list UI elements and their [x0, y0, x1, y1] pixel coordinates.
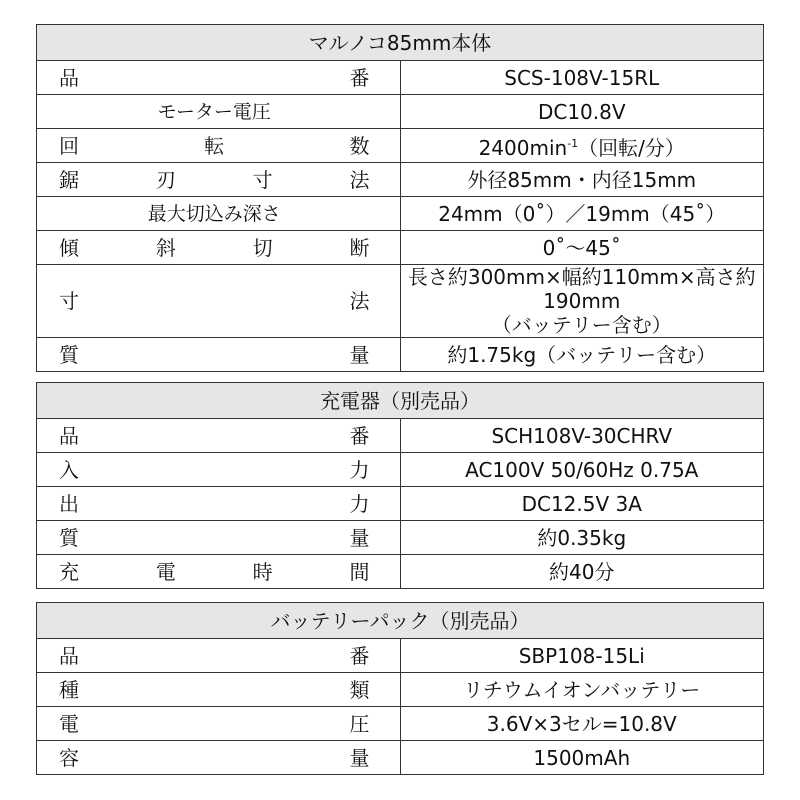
table-row [37, 521, 764, 555]
row-label: 品 番 [37, 61, 401, 95]
row-value: 0˚〜45˚ [400, 231, 764, 265]
row-label: 種 類 [37, 673, 401, 707]
table-row [37, 163, 764, 197]
row-value: DC12.5V 3A [400, 487, 764, 521]
row-label: 容 量 [37, 741, 401, 775]
table-row [37, 265, 764, 338]
row-label: 回 転 数 [37, 129, 401, 163]
row-label: 品 番 [37, 639, 401, 673]
row-label: 寸 法 [37, 265, 401, 338]
row-value: 24mm（0˚）／19mm（45˚） [400, 197, 764, 231]
table-row [37, 707, 764, 741]
table-row [37, 453, 764, 487]
table-row [37, 338, 764, 372]
row-value: SBP108-15Li [400, 639, 764, 673]
row-label: 充 電 時 間 [37, 555, 401, 589]
row-value: AC100V 50/60Hz 0.75A [400, 453, 764, 487]
row-label: 入 力 [37, 453, 401, 487]
table-row [37, 639, 764, 673]
row-value: 約1.75kg（バッテリー含む） [400, 338, 764, 372]
row-value: $2400\min^{-1}$（回転/分） [400, 129, 764, 163]
spec-table-battery-pack [36, 602, 764, 775]
table-row [37, 231, 764, 265]
row-value: SCH108V-30CHRV [400, 419, 764, 453]
table-row [37, 673, 764, 707]
row-label: 出 力 [37, 487, 401, 521]
row-label: 品 番 [37, 419, 401, 453]
table-row [37, 61, 764, 95]
row-value: 外径85mm・内径15mm [400, 163, 764, 197]
table-row [37, 95, 764, 129]
row-value: 約0.35kg [400, 521, 764, 555]
row-label: 傾 斜 切 断 [37, 231, 401, 265]
row-value: 1500mAh [400, 741, 764, 775]
table-title: マルノコ85mm本体 [37, 25, 764, 61]
row-label: 質 量 [37, 521, 401, 555]
row-label: 最大切込み深さ [37, 197, 401, 231]
table-row [37, 741, 764, 775]
row-label: モーター電圧 [37, 95, 401, 129]
row-label: 質 量 [37, 338, 401, 372]
spec-table-charger [36, 382, 764, 589]
row-value: DC10.8V [400, 95, 764, 129]
row-value: 3.6V×3セル=10.8V [400, 707, 764, 741]
table-row [37, 197, 764, 231]
spec-table-main-unit [36, 24, 764, 372]
table-title: 充電器（別売品） [37, 383, 764, 419]
row-value: 長さ約300mm×幅約110mm×高さ約190mm （バッテリー含む） [400, 265, 764, 338]
row-value: 約40分 [400, 555, 764, 589]
table-row [37, 129, 764, 163]
row-label: 電 圧 [37, 707, 401, 741]
table-title: バッテリーパック（別売品） [37, 603, 764, 639]
table-row [37, 419, 764, 453]
row-label: 鋸 刃 寸 法 [37, 163, 401, 197]
row-value: SCS-108V-15RL [400, 61, 764, 95]
table-row [37, 555, 764, 589]
row-value: リチウムイオンバッテリー [400, 673, 764, 707]
table-row [37, 487, 764, 521]
